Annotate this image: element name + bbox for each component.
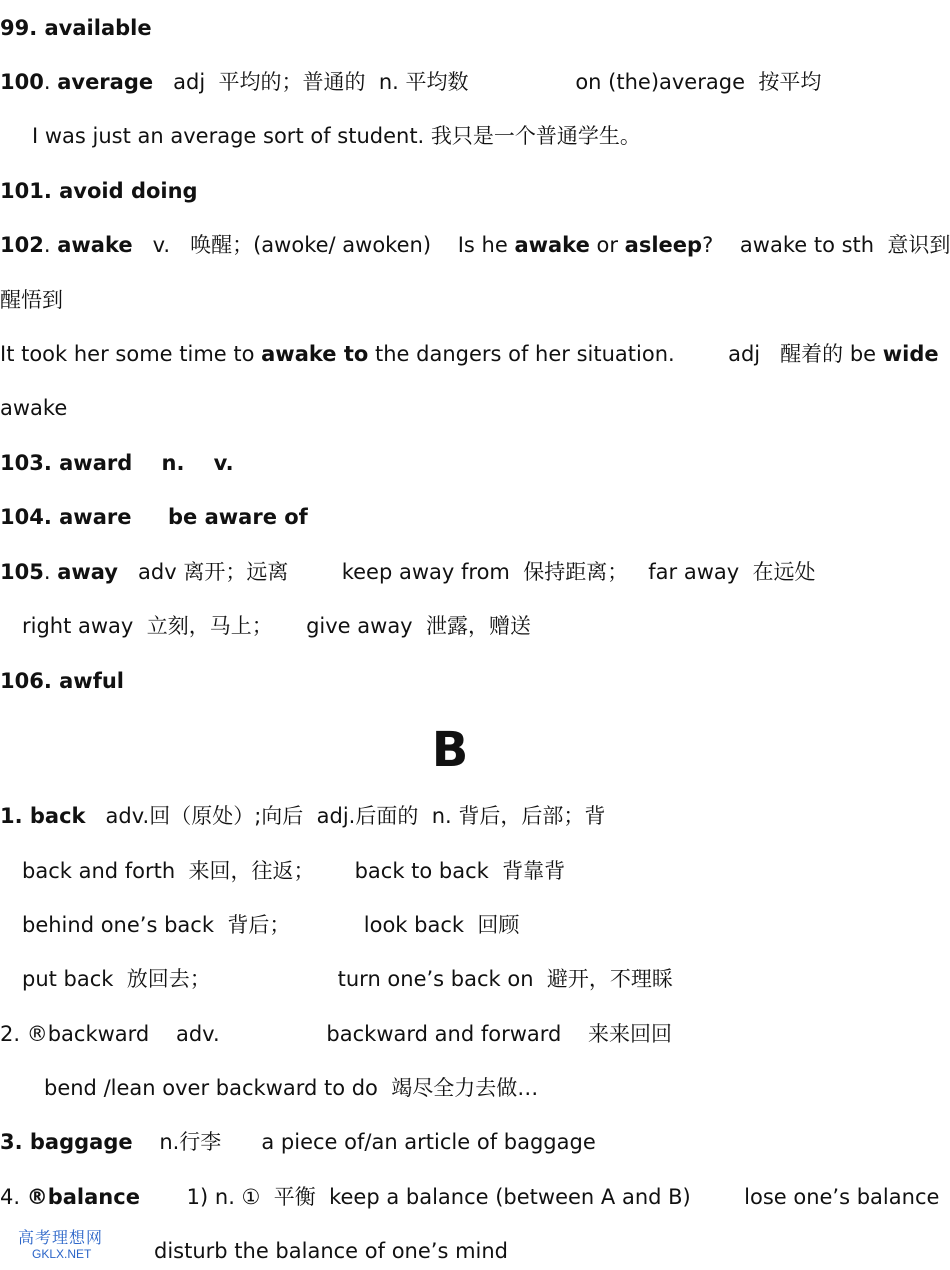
entry-definition: adv 离开；远离 keep away from 保持距离； far away 在远处 xyxy=(118,560,816,584)
entry-number: 105 xyxy=(0,560,44,584)
entry-number: 102 xyxy=(0,233,44,257)
b-entry-4 xyxy=(0,1183,939,1211)
entry-102 xyxy=(0,231,950,259)
bold-term: awake xyxy=(514,233,590,257)
entry-text: It took her some time to xyxy=(0,342,262,366)
entry-100-example: I was just an average sort of student. 我只是一个普通学生。 xyxy=(32,124,641,148)
b-entry-1 xyxy=(0,802,605,830)
entry-number: 100 xyxy=(0,70,44,94)
entry-text: ? awake to sth 意识到 xyxy=(702,233,950,257)
entry-100 xyxy=(0,68,821,96)
b-entry-1-phrases-3: put back 放回去； turn one’s back on 避开，不理睬 xyxy=(22,967,673,991)
entry-text: the dangers of her situation. adj 醒着的 be xyxy=(368,342,883,366)
entry-104: 104. aware be aware of xyxy=(0,505,308,529)
entry-definition: n.行李 a piece of/an article of baggage xyxy=(132,1130,596,1154)
entry-102-example xyxy=(0,340,939,368)
entry-106: 106. awful xyxy=(0,669,124,693)
entry-99: 99. available xyxy=(0,16,152,40)
entry-definition: adj 平均的；普通的 n. 平均数 on (the)average 按平均 xyxy=(153,70,822,94)
watermark-en: GKLX.NET xyxy=(32,1247,92,1261)
b-entry-3 xyxy=(0,1128,596,1156)
entry-definition: 1) n. ① 平衡 keep a balance (between A and B) lose one’s balance xyxy=(139,1185,940,1209)
entry-definition: adv.回（原处）;向后 adj.后面的 n. 背后，后部；背 xyxy=(85,804,606,828)
site-watermark-logo xyxy=(18,1230,128,1260)
entry-number: 4. xyxy=(0,1185,27,1209)
entry-text: or xyxy=(589,233,625,257)
entry-102-example-continuation: awake xyxy=(0,396,68,420)
entry-102-continuation: 醒悟到 xyxy=(0,288,63,312)
entry-word: away xyxy=(57,560,118,584)
b-entry-2-phrase: bend /lean over backward to do 竭尽全力去做… xyxy=(44,1076,539,1100)
entry-105-phrases: right away 立刻，马上； give away 泄露，赠送 xyxy=(22,614,531,638)
entry-105 xyxy=(0,558,816,586)
entry-103: 103. award n. v. xyxy=(0,451,234,475)
bold-term: awake to xyxy=(261,342,369,366)
entry-word: 1. back xyxy=(0,804,86,828)
b-entry-1-phrases-2: behind one’s back 背后； look back 回顾 xyxy=(22,913,520,937)
entry-word: average xyxy=(57,70,154,94)
watermark-cn: 高考理想网 xyxy=(18,1230,104,1247)
entry-definition: v. 唤醒；(awoke/ awoken) Is he xyxy=(132,233,515,257)
bold-term: wide xyxy=(882,342,939,366)
bold-term: asleep xyxy=(624,233,703,257)
b-entry-2: 2. ®backward adv. backward and forward 来来回回 xyxy=(0,1022,673,1046)
entry-dot: . xyxy=(43,233,58,257)
entry-word: 3. baggage xyxy=(0,1130,133,1154)
b-entry-4-phrase: disturb the balance of one’s mind xyxy=(154,1239,508,1263)
entry-101: 101. avoid doing xyxy=(0,179,198,203)
entry-word: ®balance xyxy=(26,1185,140,1209)
entry-word: awake xyxy=(57,233,133,257)
entry-dot: . xyxy=(43,70,58,94)
section-heading: B xyxy=(431,722,469,778)
entry-dot: . xyxy=(43,560,58,584)
b-entry-1-phrases-1: back and forth 来回，往返； back to back 背靠背 xyxy=(22,859,566,883)
